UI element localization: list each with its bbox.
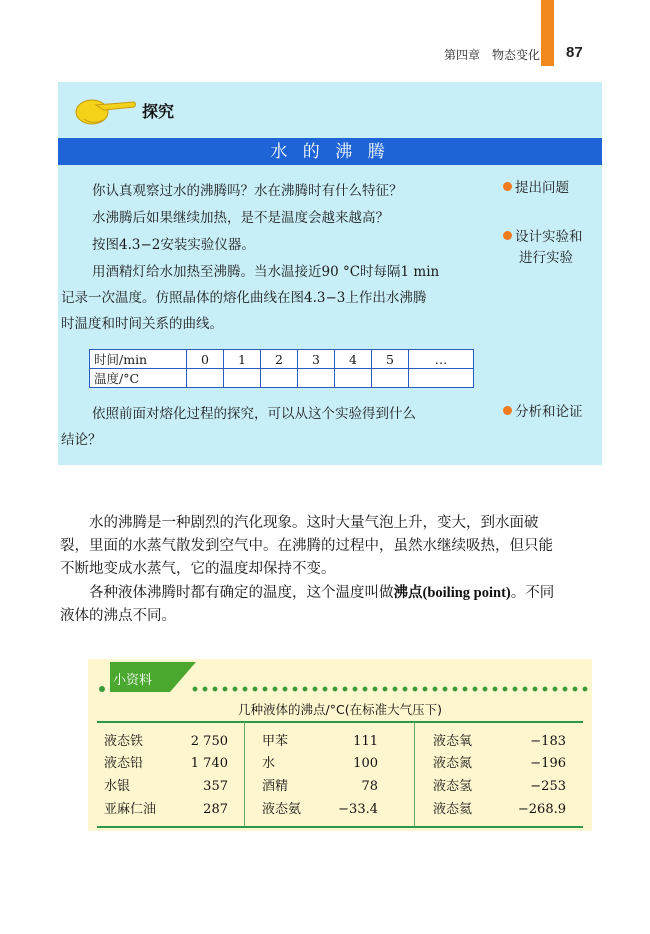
experiment-title: 水 的 沸 腾 [270, 142, 390, 162]
time-cell: 3 [298, 350, 335, 369]
boiling-value: 78 [361, 779, 378, 794]
temperature-cell [409, 369, 474, 388]
temperature-cell [335, 369, 372, 388]
liquid-name: 水银 [104, 779, 131, 794]
explore-line-4: 用酒精灯给水加热至沸腾。当水温接近90 °C时每隔1 min [92, 264, 440, 280]
pointing-hand-icon [70, 95, 138, 127]
step-design-experiment: 设计实验和 [503, 227, 583, 247]
time-cell: 4 [335, 350, 372, 369]
temperature-cell [298, 369, 335, 388]
table-bottom-rule [97, 826, 583, 828]
liquid-name: 液态氢 [433, 779, 473, 794]
boiling-value: −33.4 [338, 802, 378, 817]
conclusion-line-1: 依照前面对熔化过程的探究，可以从这个实验得到什么 [92, 406, 416, 422]
liquid-name: 液态铅 [104, 756, 144, 771]
explore-line-1: 你认真观察过水的沸腾吗？水在沸腾时有什么特征？ [92, 183, 403, 199]
liquid-name: 液态氨 [262, 802, 302, 817]
bullet-dot-icon [503, 231, 512, 240]
column-divider [244, 722, 245, 826]
page-number: 87 [566, 44, 583, 61]
conclusion-line-2: 结论？ [61, 432, 102, 448]
liquid-name: 液态氧 [433, 734, 473, 749]
bullet-dot-icon [503, 406, 512, 415]
dotted-divider [190, 686, 592, 692]
boiling-value: −253 [530, 779, 566, 794]
paragraph-line: 裂，里面的水蒸气散发到空气中。在沸腾的过程中，虽然水继续吸热，但只能 [60, 538, 553, 554]
explore-line-5: 记录一次温度。仿照晶体的熔化曲线在图4.3−3上作出水沸腾 [61, 290, 427, 306]
boiling-value: −183 [530, 734, 566, 749]
boiling-table-caption: 几种液体的沸点/°C(在标准大气压下) [238, 702, 442, 717]
liquid-name: 亚麻仁油 [104, 802, 157, 817]
liquid-name: 液态铁 [104, 734, 144, 749]
paragraph-line: 液体的沸点不同。 [60, 608, 176, 624]
explore-line-6: 时温度和时间关系的曲线。 [61, 316, 223, 332]
boiling-value: 357 [203, 779, 228, 794]
table-row [90, 369, 474, 388]
bullet-dot-icon [503, 182, 512, 191]
temperature-cell [261, 369, 298, 388]
time-cell: … [409, 350, 474, 369]
column-divider [414, 722, 415, 826]
time-cell: 5 [372, 350, 409, 369]
time-cell: 2 [261, 350, 298, 369]
liquid-name: 酒精 [262, 779, 289, 794]
temperature-header: 温度/°C [90, 369, 187, 388]
chapter-header: 第四章 物态变化 [444, 48, 541, 62]
step-do-experiment: 进行实验 [519, 250, 573, 266]
term-boiling-point-en: (boiling point) [422, 585, 511, 601]
boiling-value: −268.9 [517, 802, 566, 817]
time-cell: 1 [224, 350, 261, 369]
explore-line-3: 按图4.3−2安装实验仪器。 [92, 237, 255, 253]
paragraph-boiling-point: 各种液体沸腾时都有确定的温度，这个温度叫做沸点(boiling point)。不同 [89, 585, 555, 601]
table-top-rule [97, 721, 583, 723]
boiling-value: −196 [530, 756, 566, 771]
paragraph-line: 水的沸腾是一种剧烈的汽化现象。这时大量气泡上升，变大，到水面破 [89, 515, 539, 531]
chapter-color-bar [541, 0, 554, 66]
boiling-value: 111 [353, 734, 378, 749]
temperature-cell [372, 369, 409, 388]
record-table [89, 349, 474, 388]
temperature-cell [187, 369, 224, 388]
boiling-value: 100 [353, 756, 378, 771]
paragraph-line: 不断地变成水蒸气，它的温度却保持不变。 [60, 561, 336, 577]
liquid-name: 液态氮 [433, 756, 473, 771]
info-tab-label: 小资料 [113, 673, 153, 688]
step-analyze: 分析和论证 [503, 402, 583, 422]
step-ask-question: 提出问题 [503, 178, 569, 198]
time-cell: 0 [187, 350, 224, 369]
temperature-cell [224, 369, 261, 388]
time-header: 时间/min [90, 350, 187, 369]
explore-line-2: 水沸腾后如果继续加热，是不是温度会越来越高？ [92, 210, 389, 226]
liquid-name: 水 [262, 756, 276, 771]
boiling-value: 287 [203, 802, 228, 817]
explore-label: 探究 [142, 102, 175, 121]
boiling-value: 1 740 [190, 756, 228, 771]
table-row [90, 350, 474, 369]
liquid-name: 液态氦 [433, 802, 473, 817]
liquid-name: 甲苯 [262, 734, 289, 749]
boiling-value: 2 750 [190, 734, 228, 749]
term-boiling-point: 沸点 [393, 585, 423, 601]
